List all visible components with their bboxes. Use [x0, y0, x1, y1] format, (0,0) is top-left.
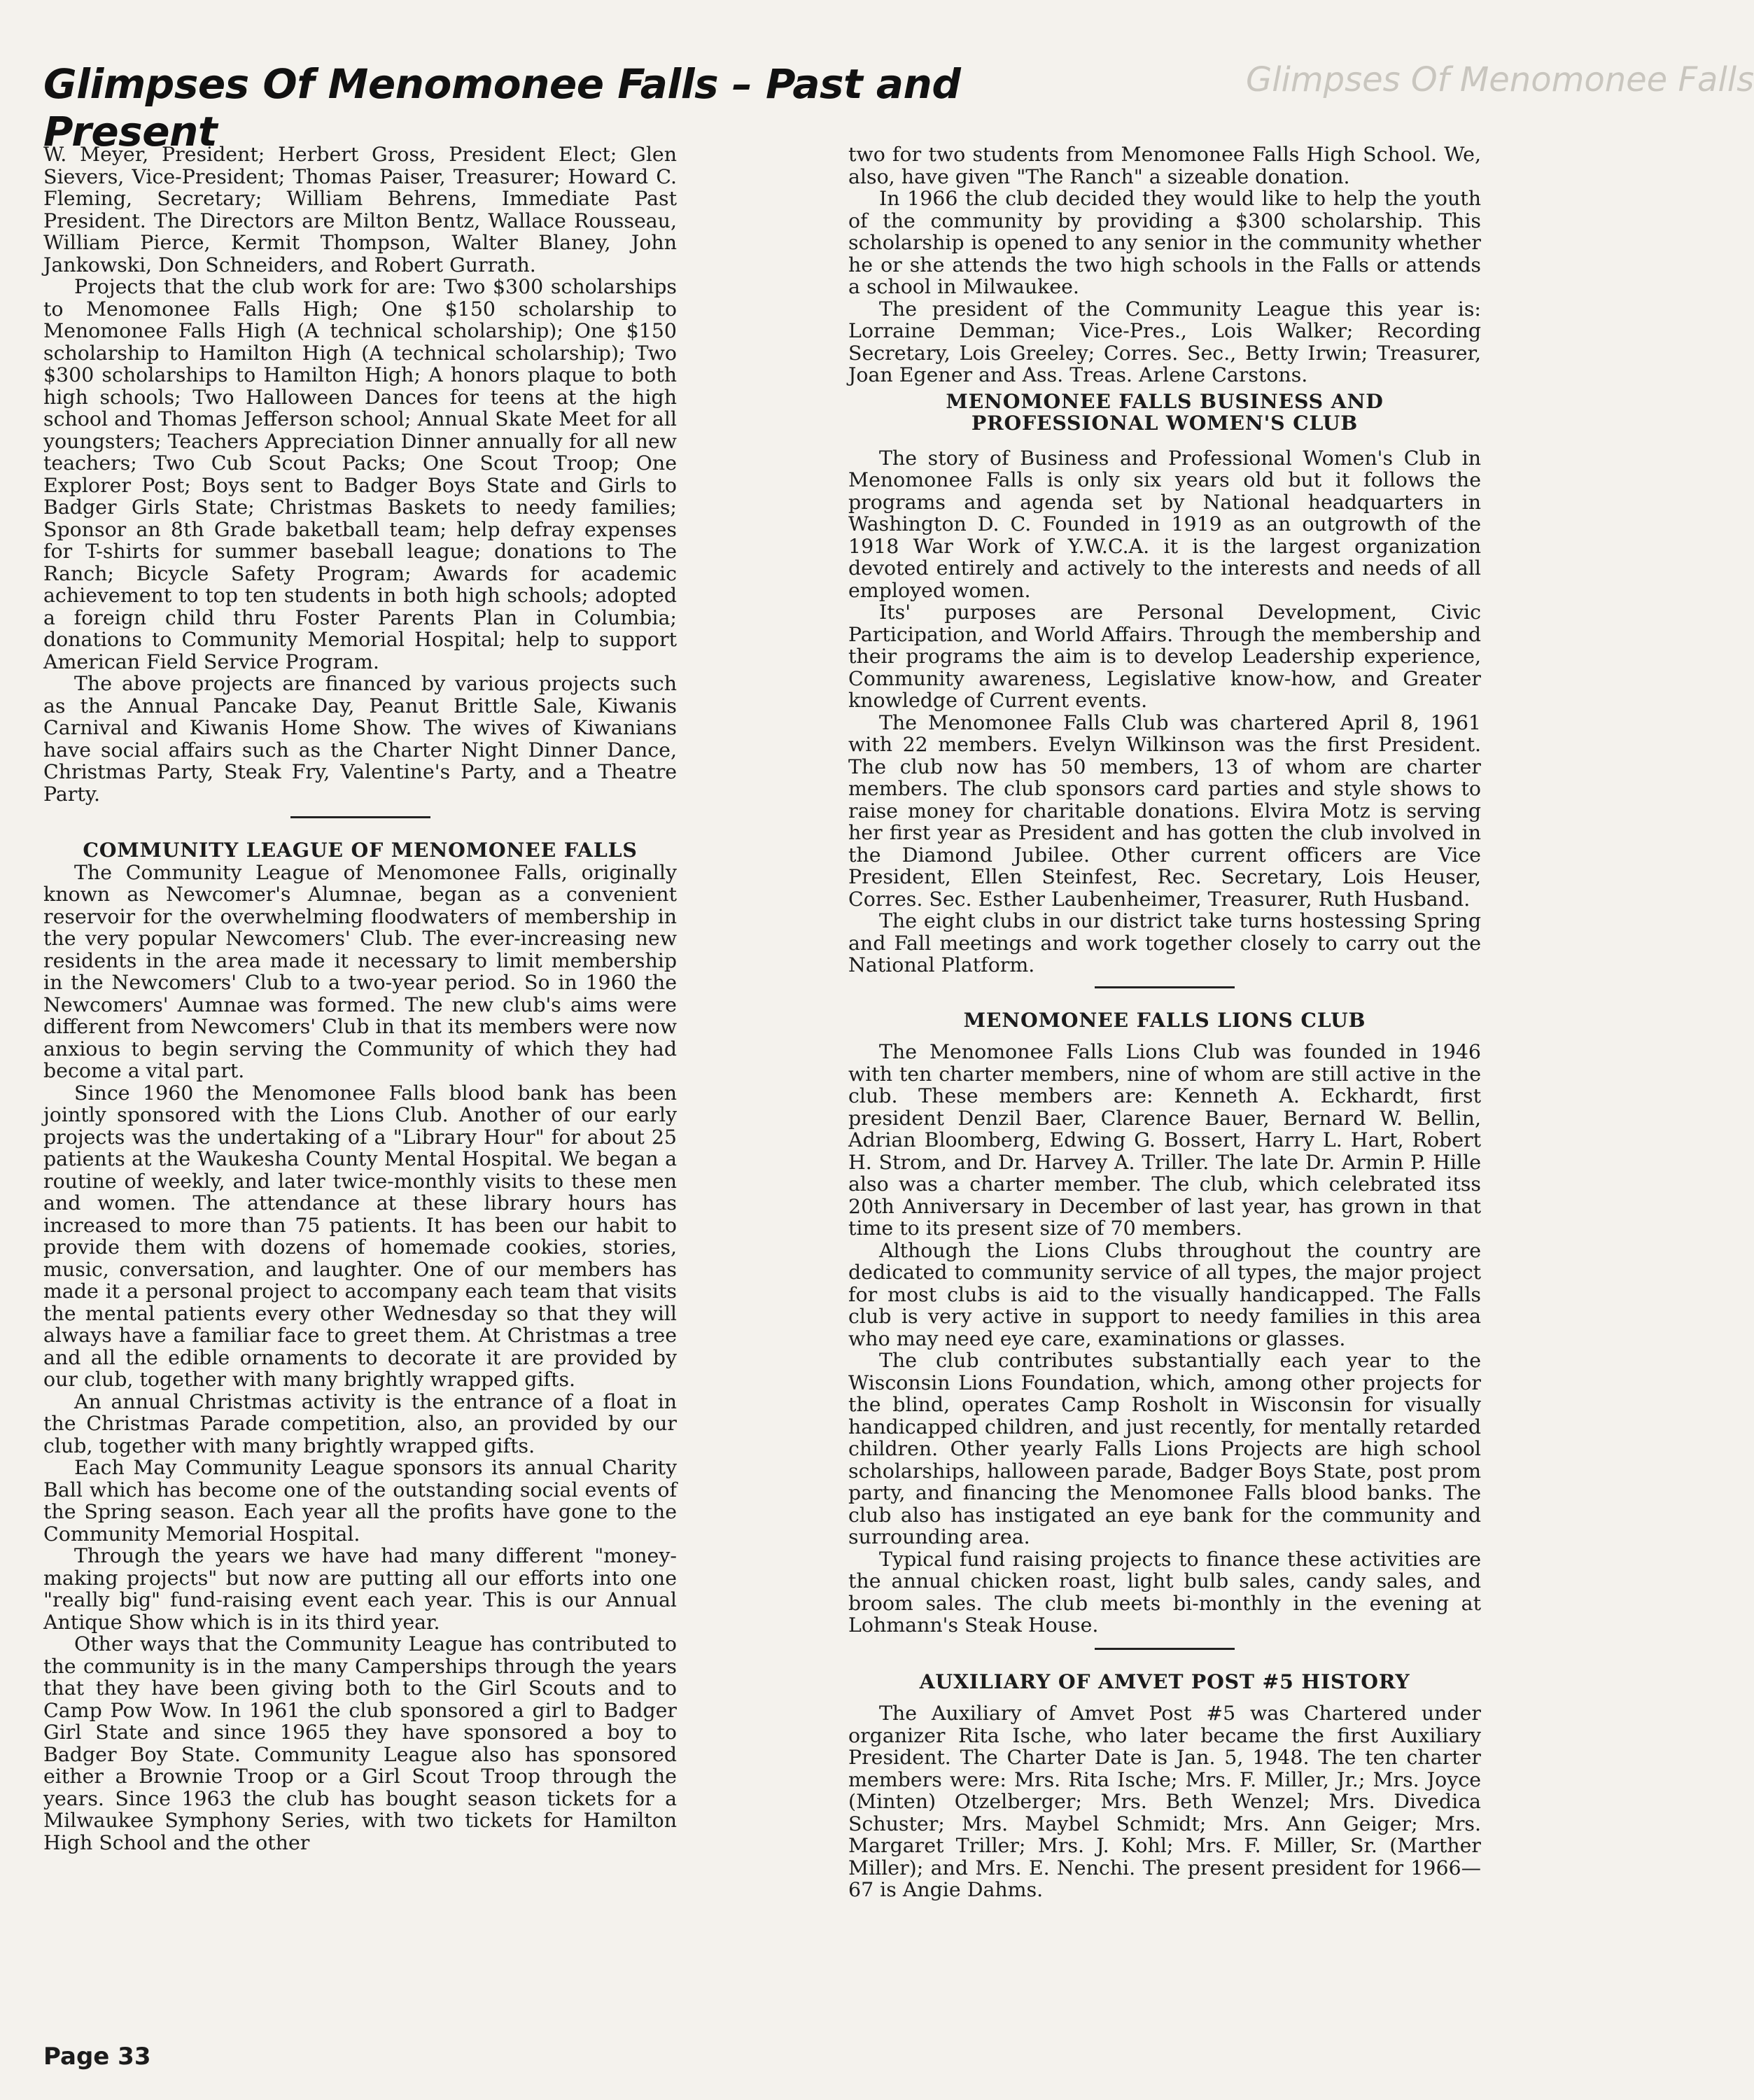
bleed-through-title: Glimpses Of Menomonee Falls	[1246, 60, 1754, 99]
community-league-paragraph: The Community League of Menomonee Falls, originally known as Newcomer's Alumnae, began as a convenient reservoir for the overwhelming floodwaters of membership in the very popular Newcomers' Club. The ever-increasing new residents in the area made it necessary to limit membership in the Newcomers' Club to a two-year period. So in 1960 the Newcomers' Aumnae was formed. The new club's aims were different from Newcomers' Club in that its members were now anxious to begin serving the Community of which they had become a vital part.	[43, 860, 677, 1082]
lions-paragraph: Typical fund raising projects to finance these activities are the annual chicken roast, light bulb sales, candy sales, and broom sales. The club meets bi-monthly in the evening at Lohmann's Steak House.	[848, 1547, 1481, 1637]
section-divider	[1095, 986, 1235, 988]
community-league-paragraph: Each May Community League sponsors its annual Charity Ball which has become one of the outstanding social events of the Spring season. Each year all the profits have gone to the Community Memorial Hospital.	[43, 1456, 677, 1546]
community-league-paragraph: In 1966 the club decided they would like to help the youth of the community by providing a $300 scholarship. This scholarship is opened to any senior in the community whether he or she attends the two high schools in the Falls or attends a school in Milwaukee.	[848, 187, 1481, 298]
section-divider	[1095, 1648, 1235, 1650]
lions-paragraph: Although the Lions Clubs throughout the country are dedicated to community service of all types, the major project for most clubs is aid to the visually handicapped. The Falls club is very active in support to needy families in this area who may need eye care, examinations or glasses.	[848, 1238, 1481, 1350]
lions-paragraph: The club contributes substantially each year to the Wisconsin Lions Foundation, which, among other projects for the blind, operates Camp Rosholt in Wisconsin for visually handicapped children, and just recently, for mentally retarded children. Other yearly Falls Lions Projects are high school scholarships, halloween parade, Badger Boys State, post prom party, and financing the Menomonee Falls blood banks. The club also has instigated an eye bank for the community and surrounding area.	[848, 1349, 1481, 1548]
community-league-paragraph: An annual Christmas activity is the entrance of a float in the Christmas Parade competition, also, an provided by our club, together with many brightly wrapped gifts.	[43, 1390, 677, 1457]
left-column	[43, 144, 677, 1854]
community-league-paragraph: Through the years we have had many different "money-making projects" but now are putting all our efforts into one "really big" fund-raising event each year. This is our Annual Antique Show which is in its third year.	[43, 1544, 677, 1634]
lions-club-heading: MENOMONEE FALLS LIONS CLUB	[963, 1007, 1366, 1032]
lions-paragraph: The Menomonee Falls Lions Club was founded in 1946 with ten charter members, nine of whom are still active in the club. These members are: Kenneth A. Eckhardt, first president Denzil Baer, Clarence Bauer, Bernard W. Bellin, Adrian Bloomberg, Edwing G. Bossert, Harry L. Hart, Robert H. Strom, and Dr. Harvey A. Triller. The late Dr. Armin P. Hille also was a charter member. The club, which celebrated itss 20th Anniversary in December of last year, has grown in that time to its present size of 70 members.	[848, 1040, 1481, 1240]
page-title: Glimpses Of Menomonee Falls – Past and Present	[43, 60, 961, 155]
community-league-paragraph: two for two students from Menomonee Falls High School. We, also, have given "The Ranch" a sizeable donation.	[848, 143, 1481, 188]
amvet-paragraph: The Auxiliary of Amvet Post #5 was Chartered under organizer Rita Ische, who later became the first Auxiliary President. The Charter Date is Jan. 5, 1948. The ten charter members were: Mrs. Rita Ische; Mrs. F. Miller, Jr.; Mrs. Joyce (Minten) Otzelberger; Mrs. Beth Wenzel; Mrs. Divedica Schuster; Mrs. Maybel Schmidt; Mrs. Ann Geiger; Mrs. Margaret Triller; Mrs. J. Kohl; Mrs. F. Miller, Sr. (Marther Miller); and Mrs. E. Nenchi. The present president for 1966—67 is Angie Dahms.	[848, 1702, 1481, 1901]
amvet-auxiliary-heading: AUXILIARY OF AMVET POST #5 HISTORY	[919, 1669, 1410, 1693]
page-number: Page 33	[43, 2043, 151, 2071]
section-divider	[290, 816, 430, 818]
bpw-paragraph: The Menomonee Falls Club was chartered April 8, 1961 with 22 members. Evelyn Wilkinson was the first President. The club now has 50 members, 13 of whom are charter members. The club sponsors card parties and style shows to raise money for charitable donations. Elvira Motz is serving her first year as President and has gotten the club involved in the Diamond Jubilee. Other current officers are Vice President, Ellen Steinfest, Rec. Secretary, Lois Heuser, Corres. Sec. Esther Laubenheimer, Treasurer, Ruth Husband.	[848, 710, 1481, 911]
right-column	[848, 144, 1481, 1901]
community-league-heading: COMMUNITY LEAGUE OF MENOMONEE FALLS	[83, 838, 638, 862]
bpw-paragraph: The eight clubs in our district take turns hostessing Spring and Fall meetings and work together closely to carry out the National Platform.	[848, 909, 1481, 976]
kiwanis-officers-paragraph: W. Meyer, President; Herbert Gross, President Elect; Glen Sievers, Vice-President; Thomas Paiser, Treasurer; Howard C. Fleming, Secretary; William Behrens, Immediate Past President. The Directors are Milton Bentz, Wallace Rousseau, William Pierce, Kermit Thompson, Walter Blaney, John Jankowski, Don Schneiders, and Robert Gurrath.	[43, 143, 677, 276]
bpw-paragraph: Its' purposes are Personal Development, Civic Participation, and World Affairs. Through the membership and their programs the aim is to develop Leadership experience, Community awareness, Legislative know-how, and Greater knowledge of Current events.	[848, 601, 1481, 712]
bpw-club-heading: MENOMONEE FALLS BUSINESS AND PROFESSIONAL WOMEN'S CLUB	[946, 388, 1384, 435]
community-league-paragraph: Since 1960 the Menomonee Falls blood bank has been jointly sponsored with the Lions Club. Another of our early projects was the undertaking of a "Library Hour" for about 25 patients at the Waukesha County Mental Hospital. We began a routine of weekly, and later twice-monthly visits to these men and women. The attendance at these library hours has increased to more than 75 patients. It has been our habit to provide them with dozens of homemade cookies, stories, music, conversation, and laughter. One of our members has made it a personal project to accompany each team that visits the mental patients every other Wednesday so that they will always have a familiar face to greet them. At Christmas a tree and all the edible ornaments to decorate it are provided by our club, together with many brightly wrapped gifts.	[43, 1081, 677, 1391]
kiwanis-projects-paragraph: Projects that the club work for are: Two $300 scholarships to Menomonee Falls High; One $150 scholarship to Menomonee Falls High (A technical scholarship); One $150 scholarship to Hamilton High (A technical scholarship); Two $300 scholarships to Hamilton High; A honors plaque to both high schools; Two Halloween Dances for teens at the high school and Thomas Jefferson school; Annual Skate Meet for all youngsters; Teachers Appreciation Dinner annually for all new teachers; Two Cub Scout Packs; One Scout Troop; One Explorer Post; Boys sent to Badger Boys State and Girls to Badger Girls State; Christmas Baskets to needy families; Sponsor an 8th Grade baketball team; help defray expenses for T-shirts for summer baseball league; donations to The Ranch; Bicycle Safety Program; Awards for academic achievement to top ten students in both high schools; adopted a foreign child thru Foster Parents Plan in Columbia; donations to Community Memorial Hospital; help to support American Field Service Program.	[43, 275, 677, 673]
kiwanis-financing-paragraph: The above projects are financed by various projects such as the Annual Pancake Day, Peanut Brittle Sale, Kiwanis Carnival and Kiwanis Home Show. The wives of Kiwanians have social affairs such as the Charter Night Dinner Dance, Christmas Party, Steak Fry, Valentine's Party, and a Theatre Party.	[43, 672, 677, 806]
community-league-officers-paragraph: The president of the Community League this year is: Lorraine Demman; Vice-Pres., Lois Walker; Recording Secretary, Lois Greeley; Corres. Sec., Betty Irwin; Treasurer, Joan Egener and Ass. Treas. Arlene Carstons.	[848, 297, 1481, 386]
community-league-paragraph: Other ways that the Community League has contributed to the community is in the many Camperships through the years that they have been giving both to the Girl Scouts and to Camp Pow Wow. In 1961 the club sponsored a girl to Badger Girl State and since 1965 they have sponsored a boy to Badger Boy State. Community League also has sponsored either a Brownie Troop or a Girl Scout Troop through the years. Since 1963 the club has bought season tickets for a Milwaukee Symphony Series, with two tickets for Hamilton High School and the other	[43, 1632, 677, 1854]
bpw-paragraph: The story of Business and Professional Women's Club in Menomonee Falls is only six years old but it follows the programs and agenda set by National headquarters in Washington D. C. Founded in 1919 as an outgrowth of the 1918 War Work of Y.W.C.A. it is the largest organization devoted entirely and actively to the interests and needs of all employed women.	[848, 446, 1481, 602]
